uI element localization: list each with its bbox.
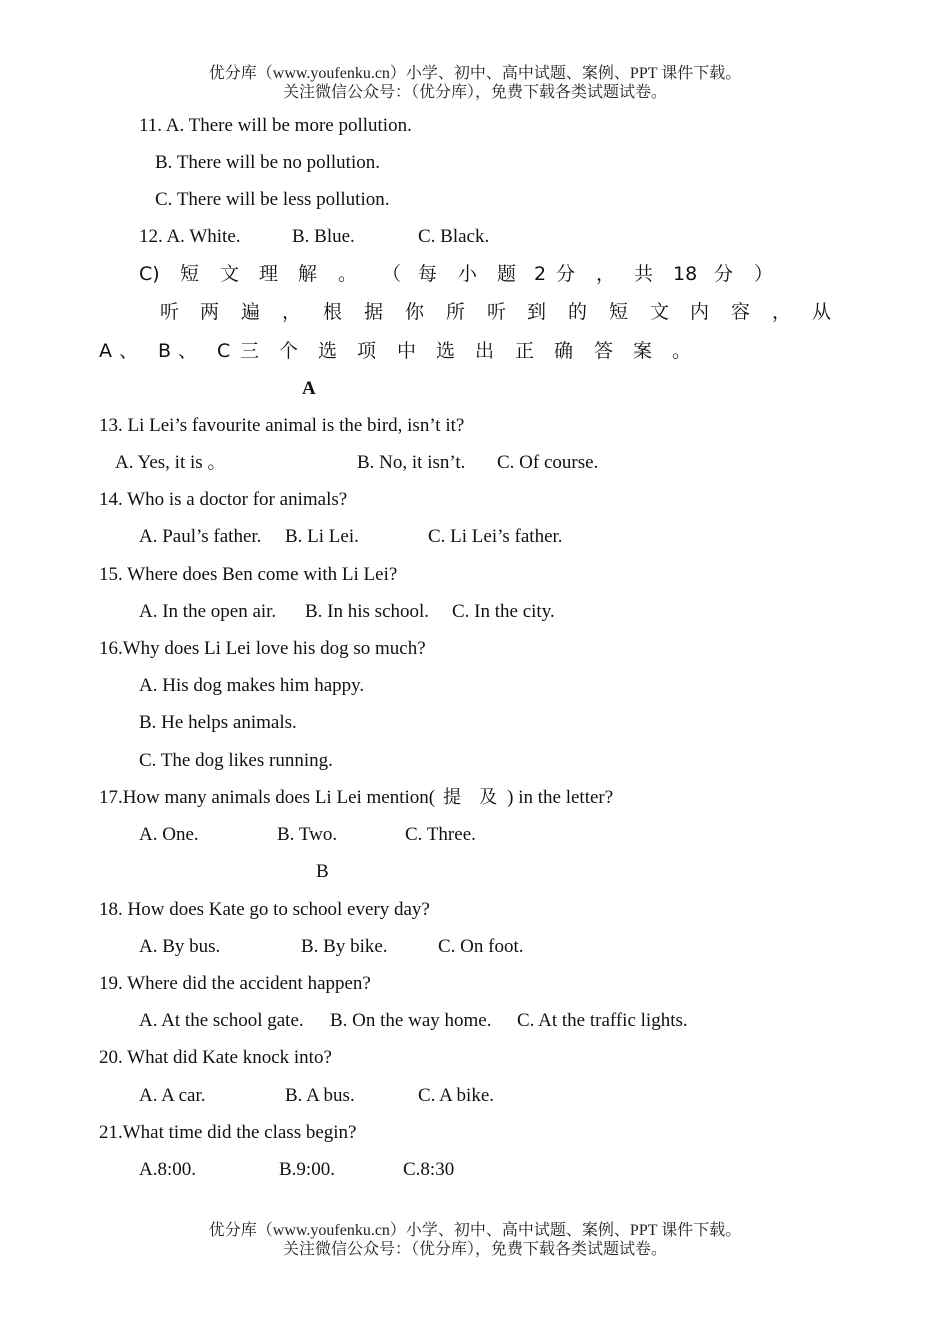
instr-char: 出 (475, 340, 495, 362)
instr-char: 的 (568, 301, 588, 323)
q14-option-b: B. Li Lei. (285, 526, 359, 547)
q15-question: 15. Where does Ben come with Li Lei? (99, 564, 398, 585)
instr-char: 。 (672, 340, 692, 362)
instr-char: 所 (446, 301, 466, 323)
title-char: 解 (298, 263, 318, 285)
title-char: 题 (497, 263, 517, 285)
q21-option-c: C.8:30 (403, 1159, 455, 1180)
title-char: 分 (556, 263, 576, 285)
instr-char: 个 (279, 340, 299, 362)
q15-option-a: A. In the open air. (139, 601, 277, 622)
q19-option-a: A. At the school gate. (139, 1010, 304, 1031)
title-char: ） (754, 263, 774, 285)
q16-option-a: A. His dog makes him happy. (139, 675, 365, 696)
instr-char: ， (772, 301, 792, 323)
q17-question-post: ) in the letter? (507, 787, 614, 808)
q14-option-c: C. Li Lei’s father. (428, 526, 563, 547)
q18-option-c: C. On foot. (438, 936, 524, 957)
instr-char: 案 (633, 340, 653, 362)
instr-char: 听 (487, 301, 507, 323)
title-char: 分 (714, 263, 734, 285)
q19-question: 19. Where did the accident happen? (99, 973, 371, 994)
instr-char: 中 (397, 340, 417, 362)
instr-char: B (158, 340, 172, 362)
instr-char: 、 (178, 340, 198, 362)
title-char: （ (382, 263, 402, 285)
header-line-1: 优分库（www.youfenku.cn）小学、初中、高中试题、案例、PPT 课件下载。 (208, 65, 742, 82)
q17-option-b: B. Two. (277, 824, 338, 845)
q11-option-a: 11. A. There will be more pollution. (139, 115, 412, 136)
q17-option-c: C. Three. (405, 824, 476, 845)
q18-option-a: A. By bus. (139, 936, 221, 957)
instr-char: 文 (650, 301, 670, 323)
instr-char: ， (282, 301, 302, 323)
instr-char: 选 (436, 340, 456, 362)
q17-question-chinese: 提 及 (443, 787, 498, 808)
title-char: 理 (259, 263, 279, 285)
instr-char: 从 (812, 301, 832, 323)
instr-char: 内 (690, 301, 710, 323)
title-char: 。 (338, 263, 358, 285)
instr-char: 据 (364, 301, 384, 323)
q21-option-a: A.8:00. (139, 1159, 196, 1180)
instr-char: 短 (609, 301, 629, 323)
q13-option-b: B. No, it isn’t. (357, 452, 466, 473)
instr-char: 答 (594, 340, 614, 362)
title-char: 共 (634, 263, 654, 285)
q12-option-b: B. Blue. (292, 226, 355, 247)
q20-option-b: B. A bus. (285, 1085, 355, 1106)
instr-char: 正 (515, 340, 535, 362)
instr-char: 你 (405, 301, 425, 323)
instr-char: 遍 (241, 301, 261, 323)
q16-question: 16.Why does Li Lei love his dog so much? (99, 638, 426, 659)
title-char: 文 (220, 263, 240, 285)
q16-option-c: C. The dog likes running. (139, 750, 333, 771)
title-char: 2 (534, 263, 547, 285)
q18-question: 18. How does Kate go to school every day? (99, 899, 430, 920)
q13-question: 13. Li Lei’s favourite animal is the bird, isn’t it? (99, 415, 465, 436)
q14-question: 14. Who is a doctor for animals? (99, 489, 348, 510)
q12-option-c: C. Black. (418, 226, 490, 247)
footer-line-1: 优分库（www.youfenku.cn）小学、初中、高中试题、案例、PPT 课件下载。 (208, 1222, 742, 1239)
q21-question: 21.What time did the class begin? (99, 1122, 357, 1143)
q14-option-a: A. Paul’s father. (139, 526, 262, 547)
q16-option-b: B. He helps animals. (139, 712, 297, 733)
q17-option-a: A. One. (139, 824, 199, 845)
q13-option-a: A. Yes, it is 。 (115, 452, 227, 473)
title-char: ， (596, 263, 616, 285)
q20-option-c: C. A bike. (418, 1085, 495, 1106)
q19-option-c: C. At the traffic lights. (517, 1010, 688, 1031)
instr-char: C (217, 340, 231, 362)
q18-option-b: B. By bike. (301, 936, 388, 957)
title-char: 每 (418, 263, 438, 285)
title-char: 短 (180, 263, 200, 285)
title-char: 18 (673, 263, 698, 285)
title-char: 小 (458, 263, 478, 285)
footer-line-2: 关注微信公众号：（优分库），免费下载各类试题试卷。 (282, 1241, 667, 1258)
q17-question (99, 786, 613, 810)
part-b-heading: B (316, 861, 329, 882)
q13-option-c: C. Of course. (497, 452, 599, 473)
q17-question-pre: 17.How many animals does Li Lei mention( (99, 787, 436, 808)
instr-char: 选 (318, 340, 338, 362)
q11-option-c: C. There will be less pollution. (155, 189, 390, 210)
q12-option-a: 12. A. White. (139, 226, 241, 247)
q19-option-b: B. On the way home. (330, 1010, 492, 1031)
q20-question: 20. What did Kate knock into? (99, 1047, 332, 1068)
q11-option-b: B. There will be no pollution. (155, 152, 380, 173)
q21-option-b: B.9:00. (279, 1159, 335, 1180)
instr-char: 、 (119, 340, 139, 362)
instr-char: 两 (200, 301, 220, 323)
title-char: C) (139, 263, 160, 285)
q20-option-a: A. A car. (139, 1085, 206, 1106)
part-a-heading: A (302, 378, 316, 399)
instr-char: 根 (323, 301, 343, 323)
header-line-2: 关注微信公众号：（优分库），免费下载各类试题试卷。 (282, 84, 667, 101)
instr-char: 到 (527, 301, 547, 323)
instr-char: A (99, 340, 112, 362)
instr-char: 确 (554, 340, 574, 362)
q15-option-c: C. In the city. (452, 601, 555, 622)
q15-option-b: B. In his school. (305, 601, 430, 622)
instr-char: 项 (357, 340, 377, 362)
instr-char: 三 (240, 340, 260, 362)
instr-char: 听 (160, 301, 180, 323)
instr-char: 容 (731, 301, 751, 323)
